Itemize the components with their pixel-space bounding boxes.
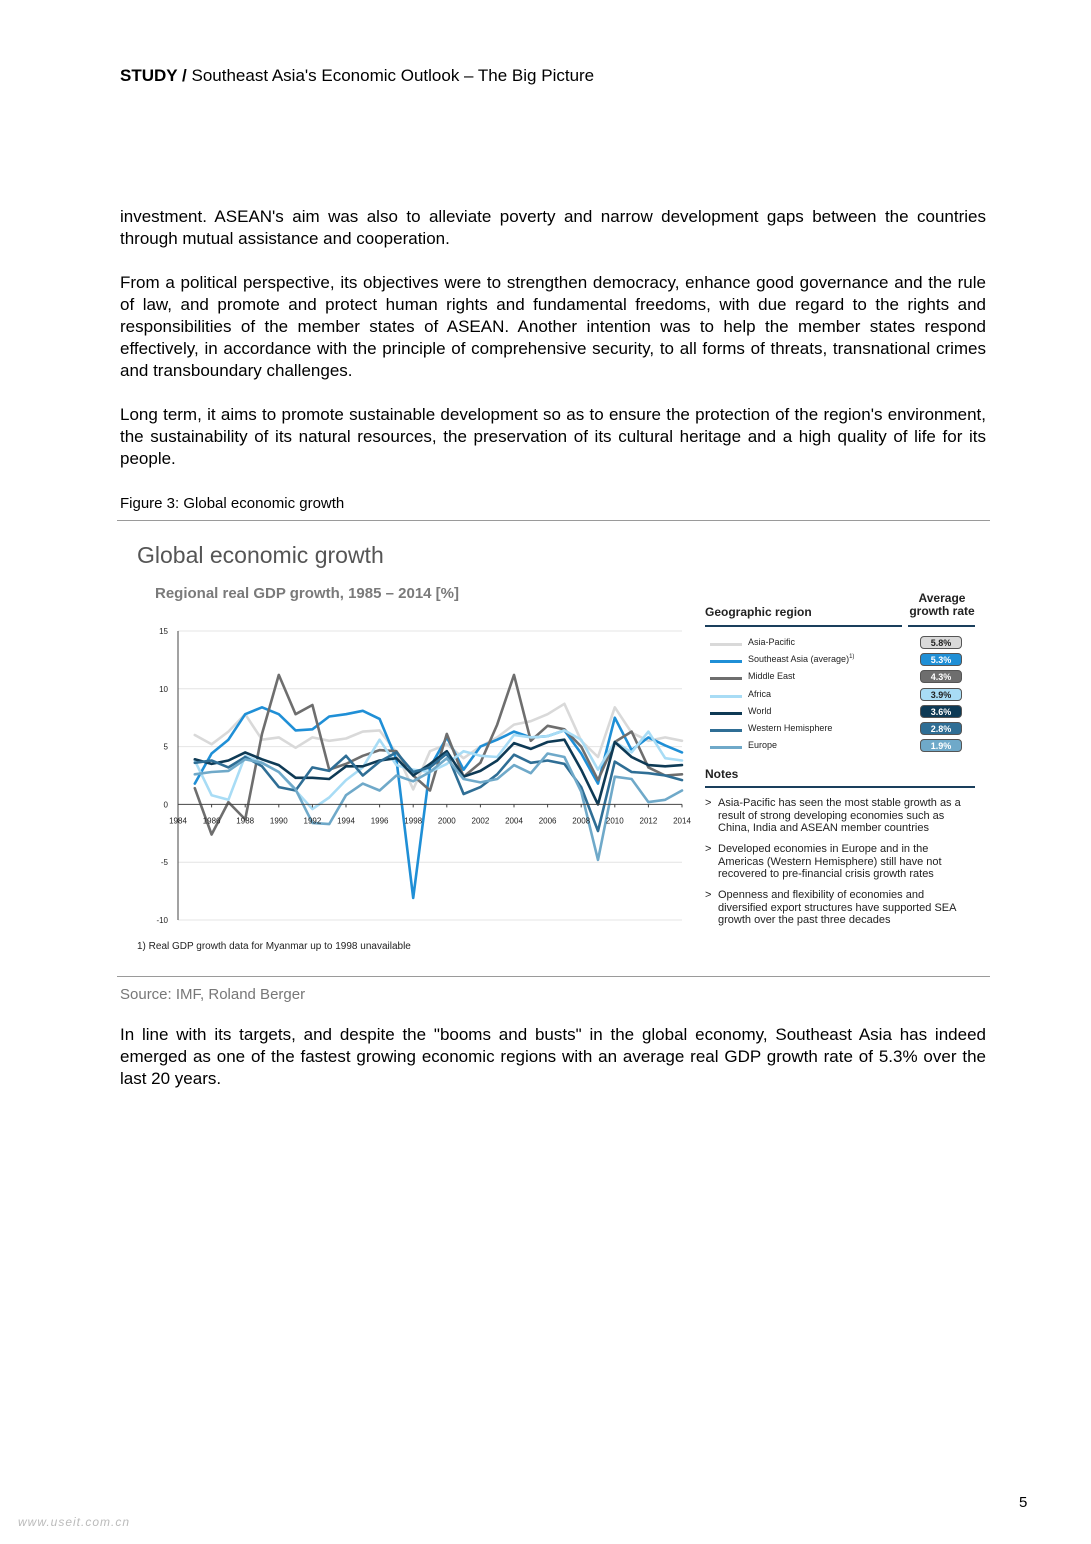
x-tick-label: 2002 (471, 816, 490, 826)
x-tick-label: 1996 (370, 816, 389, 826)
note-item (705, 889, 970, 927)
legend-swatch (710, 712, 742, 715)
page-header (120, 66, 594, 86)
watermark: www.useit.com.cn (18, 1515, 131, 1529)
avg-header-line2: growth rate (909, 604, 975, 618)
y-tick-label: 5 (163, 742, 168, 752)
note-item (705, 843, 970, 881)
legend-label (748, 671, 795, 681)
figure-bottom-rule (117, 976, 990, 977)
x-tick-label: 1988 (236, 816, 255, 826)
gdp-growth-line-chart (150, 622, 700, 932)
header-title: Southeast Asia's Economic Outlook – The Big Picture (186, 66, 595, 85)
page-number: 5 (1019, 1494, 1028, 1511)
legend-average-badge: 2.8% (920, 722, 962, 735)
x-tick-label: 1994 (337, 816, 355, 826)
y-tick-label: -5 (160, 858, 168, 868)
legend-average-badge: 1.9% (920, 739, 962, 752)
paragraph-3: Long term, it aims to promote sustainable development so as to ensure the protection of the region's environment, the sustainability of its natural resources, the preservation of its cultural heritage and a high quality of life for its people. (120, 405, 986, 468)
legend-average-badge: 5.8% (920, 636, 962, 649)
x-tick-label: 1998 (404, 816, 423, 826)
y-tick-label: -10 (156, 916, 168, 925)
legend-label (748, 740, 777, 750)
legend-label-text: Western Hemisphere (748, 723, 833, 733)
x-tick-label: 1986 (202, 816, 221, 826)
avg-header-line1: Average (918, 591, 966, 605)
legend-swatch (710, 643, 742, 646)
legend-average-badge: 4.3% (920, 670, 962, 683)
x-tick-label: 2010 (605, 816, 624, 826)
figure-top-rule (117, 520, 990, 521)
x-tick-label: 2000 (437, 816, 456, 826)
chart-subtitle: Regional real GDP growth, 1985 – 2014 [%] (155, 585, 459, 602)
paragraph-2: From a political perspective, its objectives were to strengthen democracy, enhance good governance and the rule of law, and promote and protect human rights and fundamental freedoms, with due regard to the rights and responsibilities of the member states of ASEAN. Another intention was to help the member states respond effectively, in accordance with the principle of comprehensive security, to all forms of threats, transnational crimes and transboundary challenges. (120, 273, 986, 380)
legend-average-badge: 5.3% (920, 653, 962, 666)
paragraph-1: investment. ASEAN's aim was also to alleviate poverty and narrow development gaps between the countries through mutual assistance and cooperation. (120, 207, 986, 248)
legend-swatch (710, 729, 742, 732)
y-tick-label: 15 (159, 627, 168, 636)
note-bullet: > (705, 843, 712, 855)
x-tick-label: 2012 (639, 816, 658, 826)
x-tick-label: 1992 (303, 816, 322, 826)
note-text: Openness and flexibility of economies and diversified export structures have supported SEA growth over the past three decades (718, 889, 956, 926)
paragraph-4: In line with its targets, and despite the "booms and busts" in the global economy, Southeast Asia has indeed emerged as one of the fastest growing economic regions with an average real GDP growth rate of 5.3% over the last 20 years. (120, 1025, 986, 1088)
legend-swatch (710, 677, 742, 680)
x-tick-label: 2006 (538, 816, 557, 826)
notes-header: Notes (705, 767, 739, 781)
x-tick-label: 1990 (269, 816, 288, 826)
legend-label (748, 706, 771, 716)
legend-label-text: Middle East (748, 671, 796, 682)
legend-region-header: Geographic region (705, 605, 812, 619)
note-bullet: > (705, 797, 712, 809)
figure-source: Source: IMF, Roland Berger (120, 986, 306, 1003)
legend-label (748, 637, 795, 647)
x-tick-label: 2008 (572, 816, 591, 826)
legend-swatch (710, 746, 742, 749)
legend-label-text: Southeast Asia (average) (748, 654, 850, 665)
legend-average-badge: 3.9% (920, 688, 962, 701)
figure-footnote: 1) Real GDP growth data for Myanmar up to 1998 unavailable (137, 941, 411, 952)
note-item (705, 797, 970, 835)
y-tick-label: 0 (163, 800, 168, 810)
y-tick-label: 10 (159, 684, 168, 694)
header-study-label: STUDY / (120, 66, 187, 85)
legend-label (748, 689, 771, 699)
legend-swatch (710, 695, 742, 698)
legend-rule (705, 625, 902, 627)
x-tick-label: 1984 (169, 816, 187, 826)
notes-rule (705, 786, 975, 788)
legend-average-header (906, 592, 978, 618)
legend-label (748, 654, 854, 664)
figure-title: Global economic growth (137, 542, 384, 568)
legend-label-text: Asia-Pacific (748, 637, 796, 647)
series-line (195, 754, 682, 860)
figure-caption: Figure 3: Global economic growth (120, 495, 345, 512)
note-text: Developed economies in Europe and in the Americas (Western Hemisphere) still have not recovered to pre-financial crisis growth rates (718, 843, 942, 880)
note-bullet: > (705, 889, 712, 901)
legend-swatch (710, 660, 742, 663)
note-text: Asia-Pacific has seen the most stable growth as a result of strong developing economies such as China, India and ASEAN member countries (718, 797, 961, 834)
legend-label (748, 723, 832, 733)
legend-label-text: Africa (748, 688, 772, 699)
legend-label-text: World (748, 705, 772, 716)
legend-avg-rule (908, 625, 975, 627)
legend-footnote-mark: 1) (849, 654, 855, 661)
legend-average-badge: 3.6% (920, 705, 962, 718)
x-tick-label: 2004 (505, 816, 523, 826)
legend-label-text: Europe (748, 740, 778, 751)
x-tick-label: 2014 (673, 816, 691, 826)
